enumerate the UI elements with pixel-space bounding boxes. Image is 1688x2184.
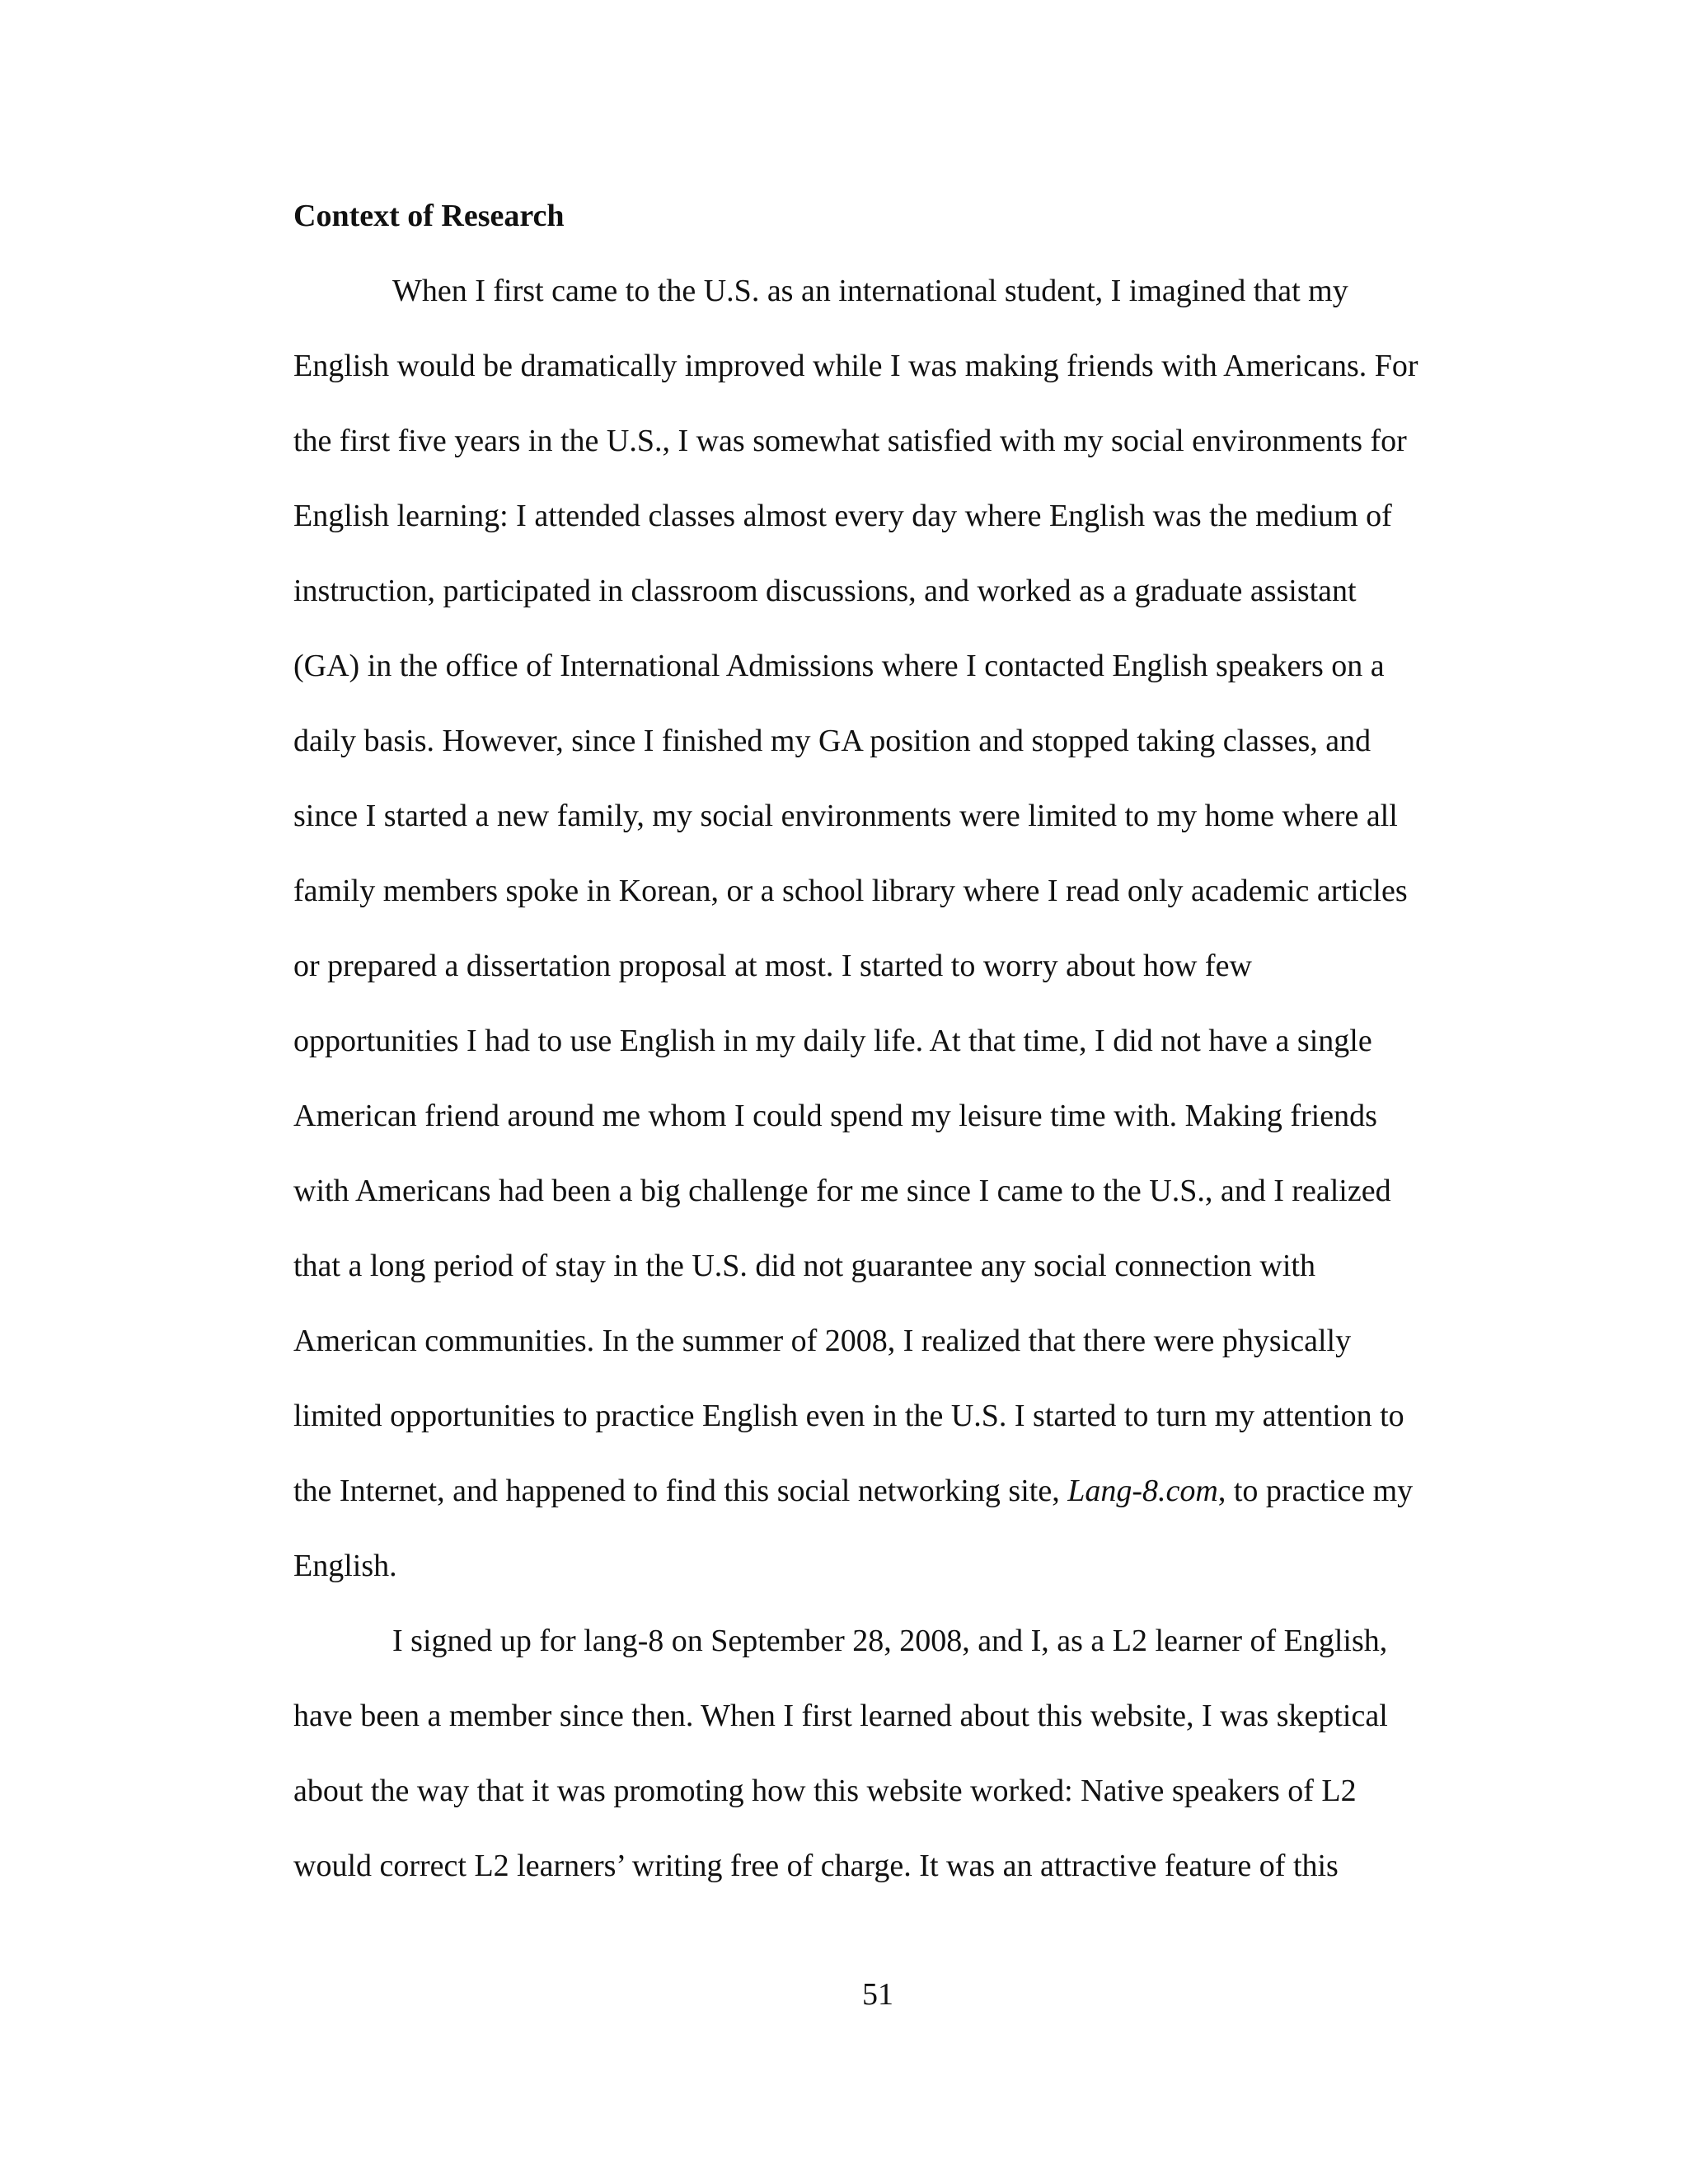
- text-line-with-site-name: [293, 1466, 1413, 1516]
- text-segment: , to practice my: [1217, 1474, 1414, 1508]
- text-line: English would be dramatically improved while I was making friends with Americans. For: [293, 349, 1418, 383]
- text-line: since I started a new family, my social environments were limited to my home where all: [293, 799, 1398, 833]
- text-line: have been a member since then. When I first learned about this website, I was skeptical: [293, 1699, 1388, 1733]
- text-line: (GA) in the office of International Admissions where I contacted English speakers on a: [293, 649, 1385, 683]
- text-line: the first five years in the U.S., I was somewhat satisfied with my social environments for: [293, 424, 1407, 458]
- text-line: I signed up for lang-8 on September 28, 2008, and I, as a L2 learner of English,: [392, 1624, 1388, 1658]
- text-line: daily basis. However, since I finished my GA position and stopped taking classes, and: [293, 724, 1372, 758]
- text-line: that a long period of stay in the U.S. did not guarantee any social connection with: [293, 1249, 1315, 1283]
- text-line: family members spoke in Korean, or a school library where I read only academic articles: [293, 874, 1408, 908]
- text-line: American friend around me whom I could spend my leisure time with. Making friends: [293, 1099, 1377, 1133]
- text-line: about the way that it was promoting how this website worked: Native speakers of L2: [293, 1774, 1357, 1808]
- text-line: English learning: I attended classes almost every day where English was the medium of: [293, 499, 1392, 533]
- text-line: opportunities I had to use English in my daily life. At that time, I did not have a single: [293, 1024, 1372, 1058]
- site-name-italic: Lang-8.com: [1067, 1474, 1218, 1508]
- text-line: limited opportunities to practice English even in the U.S. I started to turn my attention to: [293, 1399, 1404, 1433]
- text-line: American communities. In the summer of 2008, I realized that there were physically: [293, 1324, 1352, 1358]
- text-segment: the Internet, and happened to find this social networking site,: [293, 1474, 1068, 1508]
- text-line: instruction, participated in classroom discussions, and worked as a graduate assistant: [293, 574, 1357, 608]
- page-number: 51: [862, 1977, 893, 2012]
- section-heading: Context of Research: [293, 199, 565, 233]
- text-line: would correct L2 learners’ writing free of charge. It was an attractive feature of this: [293, 1849, 1339, 1883]
- text-line: English.: [293, 1549, 397, 1583]
- text-line: with Americans had been a big challenge for me since I came to the U.S., and I realized: [293, 1174, 1391, 1208]
- text-line: or prepared a dissertation proposal at most. I started to worry about how few: [293, 949, 1252, 983]
- text-line: When I first came to the U.S. as an international student, I imagined that my: [392, 274, 1348, 308]
